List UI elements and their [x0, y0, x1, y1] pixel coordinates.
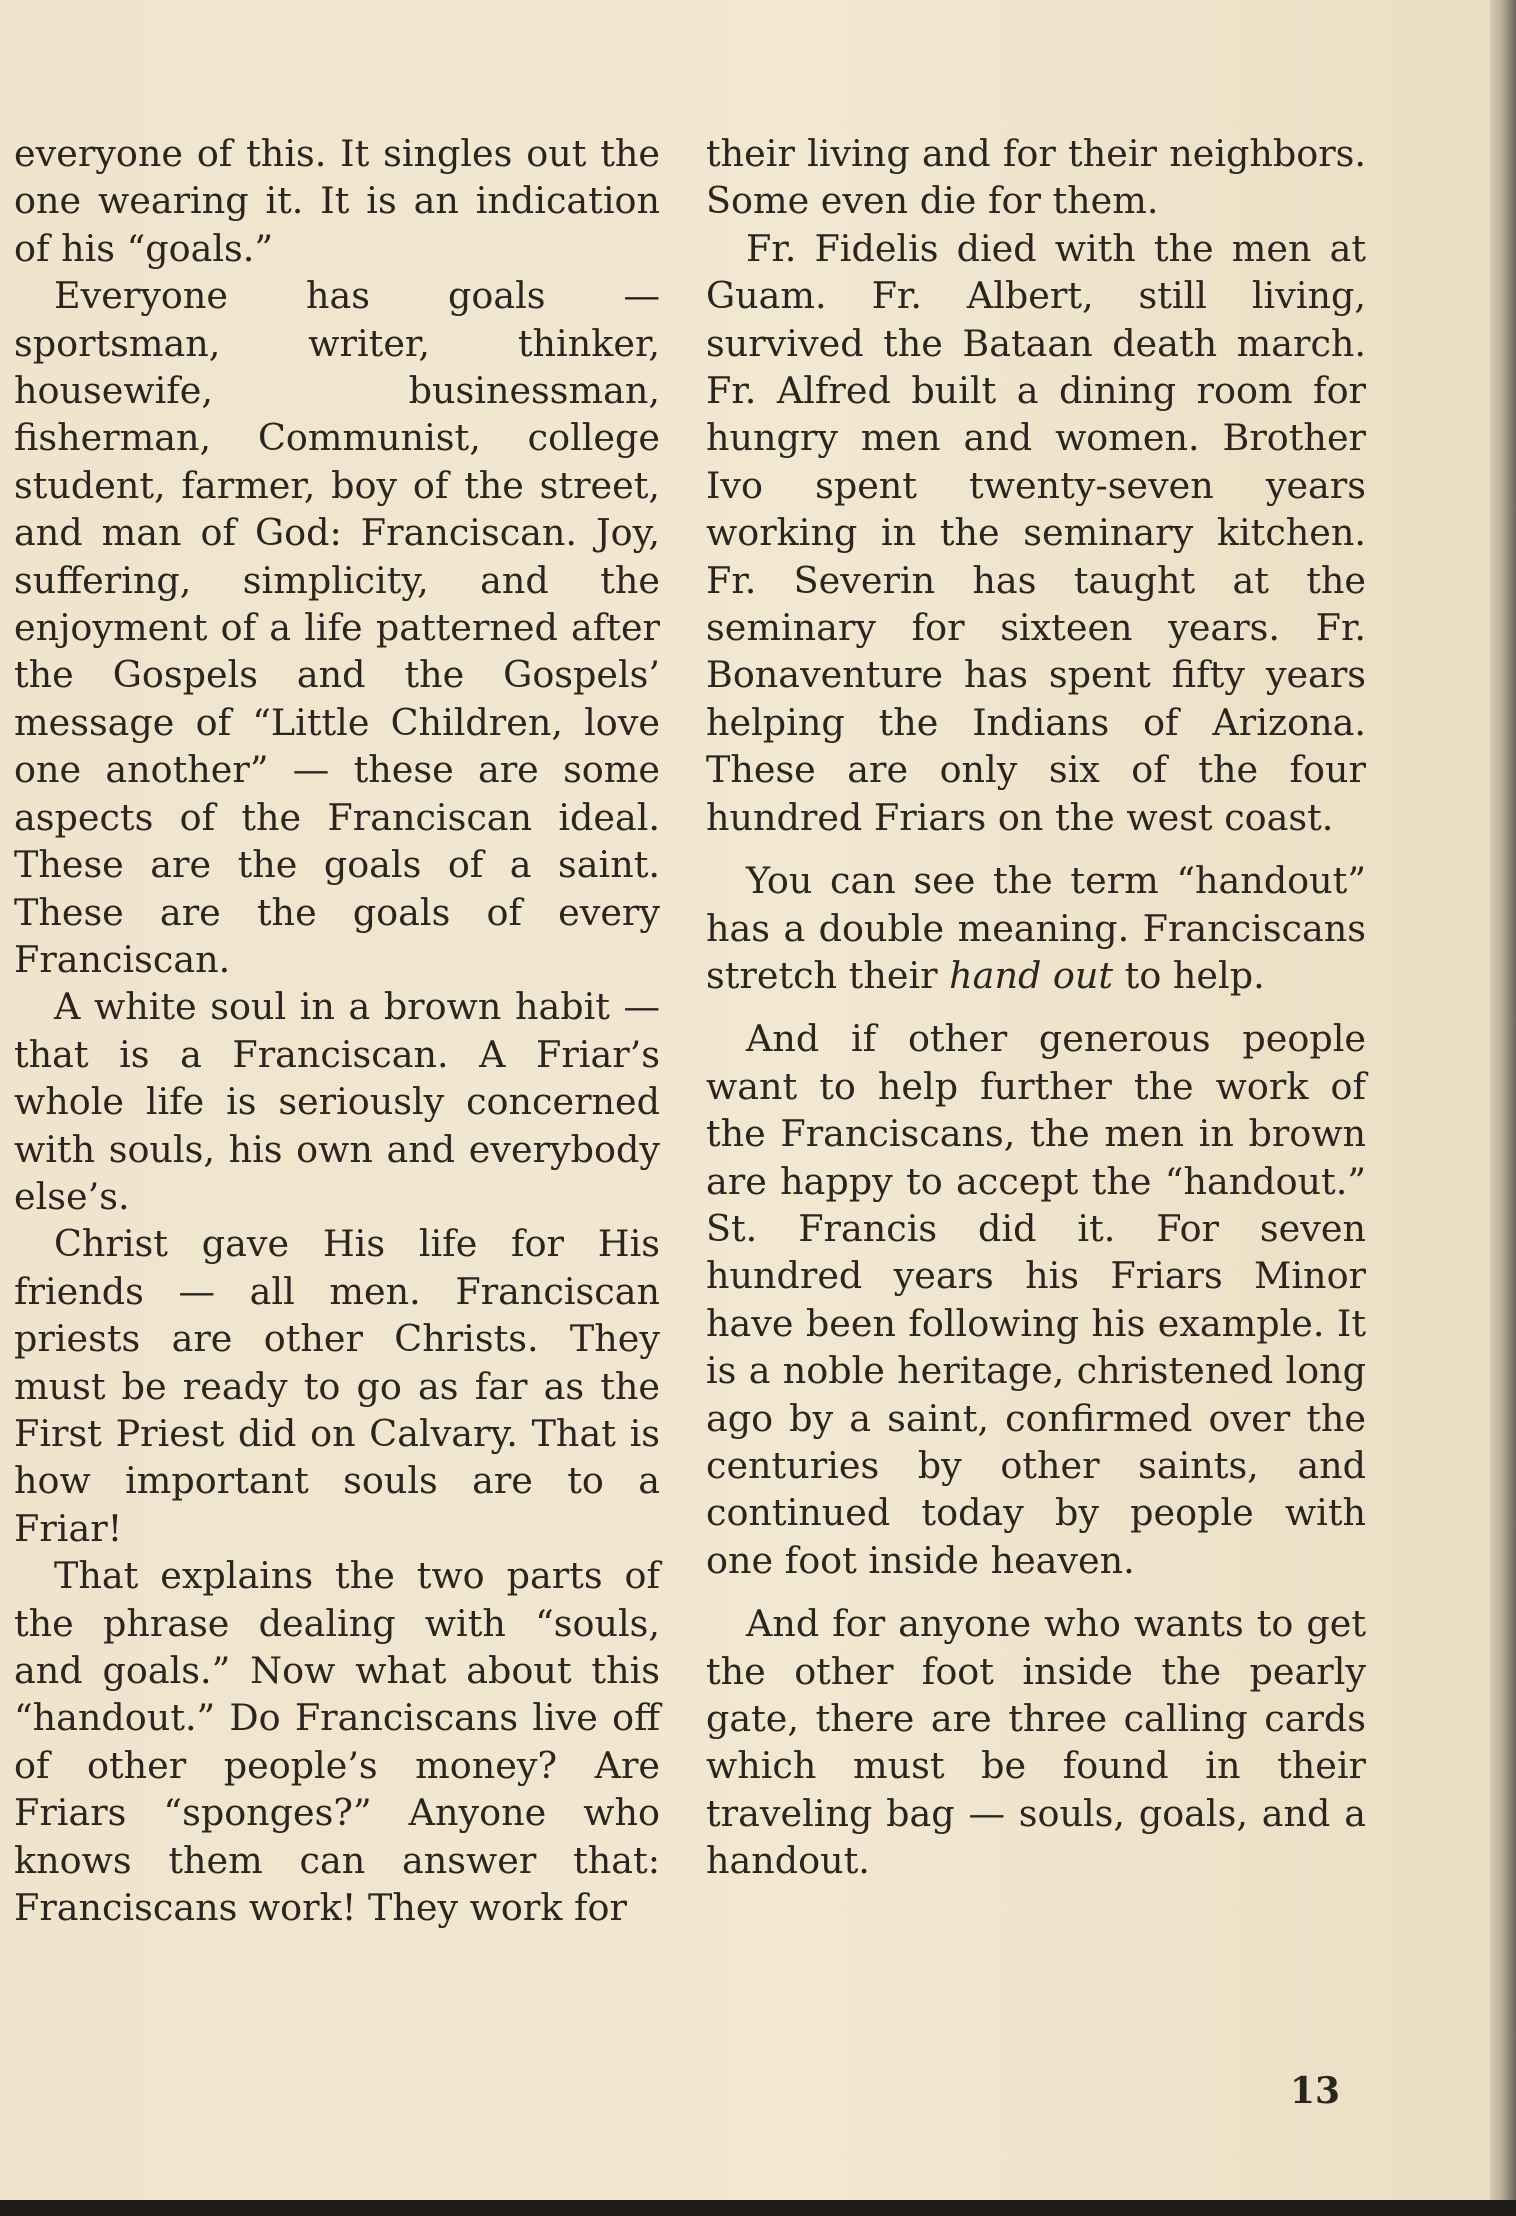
paragraph: That explains the two parts of the phrase dealing with “souls, and goals.” Now what about this “handout.” Do Franciscans live off of other people’s money? Are Friars “sponges?” Anyone who knows them can answer that: Franciscans work! They work for	[14, 1554, 660, 1930]
right-column	[706, 130, 1366, 1885]
page-bottom-edge	[0, 2200, 1516, 2216]
paragraph: And if other generous people want to help further the work of the Franciscans, the men in brown are happy to accept the “handout.” St. Francis did it. For seven hundred years his Friars Minor have been following his example. It is a noble heritage, christened long ago by a saint, confirmed over the centuries by other saints, and continued today by people with one foot inside heaven.	[706, 1017, 1366, 1582]
page-number: 13	[1290, 2070, 1341, 2112]
emphasis-text: hand out	[949, 953, 1114, 997]
paragraph: A white soul in a brown habit — that is a Franciscan. A Friar’s whole life is seriously concerned with souls, his own and everybody else’s.	[14, 985, 660, 1218]
paragraph: everyone of this. It singles out the one wearing it. It is an indication of his “goals.”	[14, 132, 660, 270]
left-column	[14, 130, 660, 1931]
paragraph-text: to help.	[1113, 953, 1265, 997]
paragraph: Fr. Fidelis died with the men at Guam. Fr. Albert, still living, survived the Bataan death march. Fr. Alfred built a dining room for hungry men and women. Brother Ivo spent twenty-seven years working in the seminary kitchen. Fr. Severin has taught at the seminary for sixteen years. Fr. Bonaventure has spent fifty years helping the Indians of Arizona. These are only six of the four hundred Friars on the west coast.	[706, 226, 1366, 839]
paragraph: Everyone has goals — sportsman, writer, thinker, housewife, businessman, fisherman, Communist, college student, farmer, boy of the street, and man of God: Franciscan. Joy, suffering, simplicity, and the enjoyment of a life patterned after the Gospels and the Gospels’ message of “Little Children, love one another” — these are some aspects of the Franciscan ideal. These are the goals of a saint. These are the goals of every Franciscan.	[14, 274, 660, 981]
page-edge	[1490, 0, 1516, 2216]
paragraph: And for anyone who wants to get the other foot inside the pearly gate, there are three calling cards which must be found in their traveling bag — souls, goals, and a handout.	[706, 1602, 1366, 1883]
paragraph-text: You can see the term “handout” has a double meaning. Franciscans stretch their	[706, 859, 1366, 997]
paragraph	[706, 857, 1366, 999]
paragraph: their living and for their neighbors. Some even die for them.	[706, 132, 1366, 223]
paragraph: Christ gave His life for His friends — all men. Franciscan priests are other Christs. They must be ready to go as far as the First Priest did on Calvary. That is how important souls are to a Friar!	[14, 1222, 660, 1550]
